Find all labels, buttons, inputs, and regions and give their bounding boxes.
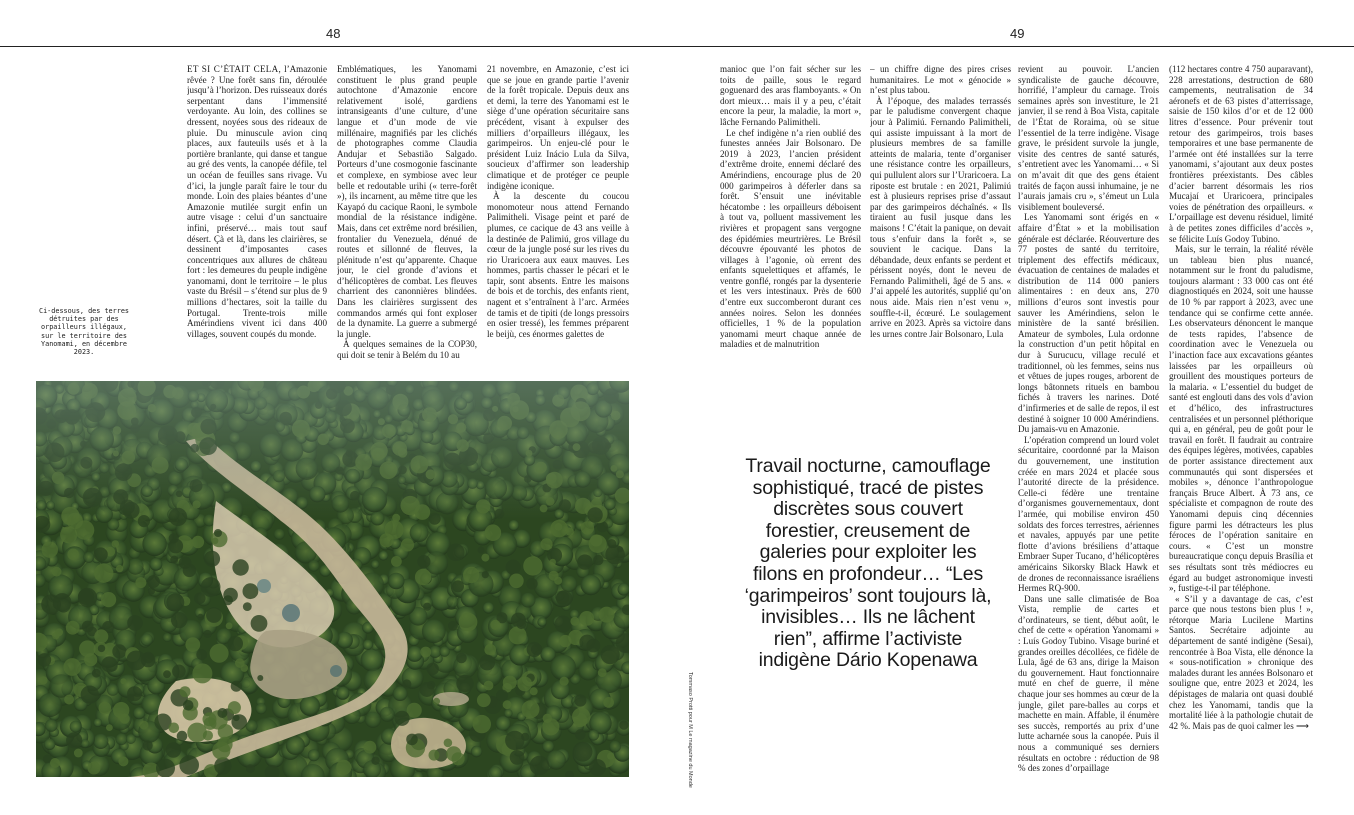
- paragraph: « S’il y a davantage de cas, c’est parce que nous testons bien plus ! », rétorque Maria Lucilene Martins Santos. Secrétaire adjointe au département de santé indigène (Sesai), rencontrée à Boa Vista, elle dénonce la « sous-notification » chronique des malades durant les années Bolsonaro et souligne que, entre 2023 et 2024, les dépistages de malaria ont quasi doublé chez les Yanomami, tandis que la mortalité liée à la pathologie chutait de 42 %. Mais pas de quoi calmer les ⟶: [1169, 593, 1313, 731]
- forest-mining-illustration: [36, 381, 629, 777]
- paragraph: Dans une salle climatisée de Boa Vista, remplie de cartes et d’ordinateurs, se tient, début août, le chef de cette « opération Yanomami » : Luís Godoy Tubino. Visage buriné et grandes oreilles décollées, ce fidèle de Lula, âgé de 63 ans, dirige la Maison du gouvernement. Haut fonctionnaire muté en chef de guerre, il mène chaque jour ses hommes au cœur de la jungle, gilet pare-balles au corps et machette en main. Affable, il énumère ses succès, remportés au prix d’une lutte acharnée sous la canopée. Puis il nous a communiqué ses derniers résultats en octobre : réduction de 98 % des zones d’orpaillage: [1018, 593, 1159, 774]
- text-column-3: [487, 64, 629, 364]
- paragraph: Les Yanomami sont érigés en « affaire d’État » et la mobilisation générale est déclarée. Réouverture des 77 postes de santé du territoire, triplement des effectifs médicaux, évacuation de centaines de malades et distribution de 114 000 paniers alimentaires : en deux ans, 270 millions d’euros sont investis pour sauver les Amérindiens, selon le ministère de la santé brésilien. Amateur de symboles, Lula ordonne la construction d’un petit hôpital en dur à Surucucu, village reculé et traditionnel, où les femmes, seins nus et vêtues de jupes rouges, arborent de longs bâtonnets rituels en bambou fichés à travers les narines. Doté d’infirmeries et de salle de repos, il est destiné à soigner 10 000 Amérindiens. Du jamais-vu en Amazonie.: [1018, 212, 1159, 435]
- paragraph: manioc que l’on fait sécher sur les toits de paille, sous le regard goguenard des aras flamboyants. « On dort mieux… mais il y a peu, c’était encore la peur, la maladie, la mort », lâche Fernando Palimitheli.: [720, 64, 861, 127]
- paragraph: À l’époque, des malades terrassés par le paludisme convergent chaque jour à Palimiú. Fernando Palimitheli, qui assiste impuissant à la mort de plusieurs membres de sa famille atteints de malaria, tente d’organiser une résistance contre les orpailleurs, qui pullulent alors sur l’Uraricoera. La riposte est brutale : en 2021, Palimiú est à plusieurs reprises prise d’assaut par des garimpeiros déchaînés. « Ils tiraient au fusil jusque dans les maisons ! C’était la panique, on devait tous s’enfuir dans la forêt », se souvient le cacique. Dans la débandade, deux enfants se perdent et périssent noyés, dont le neveu de Fernando Palimitheli, âgé de 5 ans. « J’ai appelé les autorités, supplié qu’on nous aide. Mais rien n’est venu », souffle-t-il, écœuré. Le soulagement arrive en 2023. Après sa victoire dans les urnes contre Jair Bolsonaro, Lula: [870, 95, 1011, 339]
- left-page-number: 48: [326, 26, 341, 41]
- paragraph: (112 hectares contre 4 750 auparavant), 228 arrestations, destruction de 680 campements, neutralisation de 34 aéronefs et de 63 pistes d’atterrissage, saisie de 150 kilos d’or et de 12 000 litres d’essence. Pour prévenir tout retour des garimpeiros, trois bases temporaires et une base permanente de l’armée ont été installées sur la terre yanomami, s’ajoutant aux deux postes frontières préexistants. Des câbles d’acier barrent désormais les rios Mucajaí et Uraricoera, principales voies de pénétration des orpailleurs. « L’orpaillage est devenu résiduel, limité à de petites zones difficiles d’accès », se félicite Luís Godoy Tubino.: [1169, 64, 1313, 244]
- paragraph: Mais, sur le terrain, la réalité révèle un tableau bien plus nuancé, notamment sur le front du paludisme, toujours alarmant : 33 000 cas ont été diagnostiqués en 2024, soit une hausse de 10 % par rapport à 2023, avec une tendance qui se confirme cette année. Les observateurs dénoncent le manque de tests rapides, l’absence de coordination avec le Venezuela ou l’inaction face aux excavations géantes laissées par les orpailleurs où grouillent des moustiques porteurs de la malaria. « L’essentiel du budget de santé est englouti dans des vols d’avion et d’hélico, des infrastructures centralisées et un personnel pléthorique qui a, en général, peu de goût pour le travail en forêt. Il faudrait au contraire des équipes légères, motivées, capables de porter assistance directement aux communautés qui sont dispersées et mobiles », dénonce l’anthropologue français Bruce Albert. À 73 ans, ce spécialiste et compagnon de route des Yanomami depuis cinq décennies figure parmi les détracteurs les plus féroces de l’opération sanitaire en cours. « C’est un monstre bureaucratique conçu depuis Brasília et ses résultats sont très médiocres eu égard au budget astronomique investi », fustige-t-il par téléphone.: [1169, 244, 1313, 594]
- text-column-7: [1169, 64, 1313, 786]
- paragraph: L’opération comprend un lourd volet sécuritaire, coordonné par la Maison du gouvernement, une institution créée en mars 2024 et placée sous l’autorité directe de la présidence. Celle-ci fédère une trentaine d’organismes gouvernementaux, dont l’armée, qui mobilise environ 450 soldats des forces terrestres, aériennes et navales, appuyés par une petite flotte d’avions brésiliens d’attaque Embraer Super Tucano, d’hélicoptères américains Sikorsky Black Hawk et de drones de reconnaissance israéliens Hermes RQ-900.: [1018, 434, 1159, 594]
- paragraph: À quelques semaines de la COP30, qui doit se tenir à Belém du 10 au: [337, 339, 477, 361]
- paragraph: l’Amazonie rêvée ? Une forêt sans fin, déroulée jusqu’à l’horizon. Des ruisseaux dorés serpentant dans l’immensité verdoyante. Au loin, des collines se dressent, noyées sous des rideaux de pluie. Du minuscule avion cinq places, aux fauteuils usés et à la portière branlante, qui danse et tangue au gré des vents, la canopée défile, tel un océan de feuilles sans rivage. Vu d’ici, la jungle paraît faire le tour du monde. Loin des plaies béantes d’une Amazonie mutilée surgit enfin un autre visage : celui d’un sanctuaire infini, préservé… mais tout sauf désert. Çà et là, dans les clairières, se dessinent d’imposantes cases concentriques aux allures de château fort : les demeures du peuple indigène yanomami, dont le territoire – le plus vaste du Brésil – s’étend sur plus de 9 millions d’hectares, soit la taille du Portugal. Trente-trois mille Amérindiens vivent ici dans 400 villages, souvent coupés du monde.: [187, 64, 327, 339]
- aerial-photo: [36, 381, 629, 777]
- paragraph: 21 novembre, en Amazonie, c’est ici que se joue en grande partie l’avenir de la forêt tropicale. Depuis deux ans et demi, la terre des Yanomami est le siège d’une opération sécuritaire sans précédent, visant à expulser des milliers d’orpailleurs illégaux, les garimpeiros. Un enjeu-clé pour le président Luiz Inácio Lula da Silva, soucieux d’affirmer son leadership climatique et de protéger ce peuple indigène iconique.: [487, 64, 629, 191]
- text-column-4: [720, 64, 861, 364]
- text-column-5: [870, 64, 1011, 364]
- lead-in: ET SI C’ÉTAIT CELA,: [187, 64, 282, 74]
- right-page-number: 49: [1010, 26, 1025, 41]
- pull-quote: Travail nocturne, camouflage sophistiqué, tracé de pistes discrètes sous couvert forestier, creusement de galeries pour exploiter les filons en profondeur… “Les ‘garimpeiros’ sont toujours là, invisibles… Ils ne lâchent rien”, affirme l’activiste indigène Dário Kopenawa: [744, 455, 992, 672]
- photo-caption: Ci-dessous, des terres détruites par des orpailleurs illégaux, sur le territoire des Yanomami, en décembre 2023.: [38, 307, 130, 357]
- paragraph: – un chiffre digne des pires crises humanitaires. Le mot « génocide » n’est plus tabou.: [870, 64, 1011, 96]
- photo-credit: Tommaso Protti pour M Le magazine du Monde: [687, 672, 693, 788]
- paragraph: Le chef indigène n’a rien oublié des funestes années Jair Bolsonaro. De 2019 à 2023, l’ancien président d’extrême droite, ennemi déclaré des Amérindiens, encourage plus de 20 000 garimpeiros à déferler dans sa forêt. S’ensuit une inévitable hécatombe : les orpailleurs déboisent à tout va, polluent massivement les rivières et propagent sans vergogne des épidémies meurtrières. Le Brésil découvre épouvanté les photos de villages à l’agonie, où errent des enfants squelettiques et affamés, le ventre gonflé, rongés par la dysenterie et les vers intestinaux. Près de 600 d’entre eux succomberont durant ces années noires. Selon les données officielles, 1 % de la population yanomami meurt chaque année de maladies et de malnutrition: [720, 127, 861, 350]
- text-column-6: [1018, 64, 1159, 786]
- paragraph: À la descente du coucou monomoteur nous attend Fernando Palimitheli. Visage peint et paré de plumes, ce cacique de 43 ans veille à la destinée de Palimiú, gros village du cœur de la jungle posé sur les rives du rio Uraricoera aux eaux mauves. Les hommes, partis chasser le pécari et le tapir, sont absents. Entre les maisons de bois et de torchis, des enfants rient, nagent et s’entraînent à l’arc. Armées de tamis et de tipiti (de longs pressoirs en osier tressé), les femmes préparent le beijù, ces énormes galettes de: [487, 191, 629, 339]
- text-column-2: [337, 64, 477, 364]
- header-rule: [0, 46, 1354, 47]
- text-column-1: [187, 64, 327, 364]
- paragraph: revient au pouvoir. L’ancien syndicaliste de gauche découvre, horrifié, l’ampleur du carnage. Trois semaines après son investiture, le 21 janvier, il se rend à Boa Vista, capitale de l’État de Roraima, où se situe l’essentiel de la terre indigène. Visage grave, le président survole la jungle, visite des centres de santé saturés, s’entretient avec les Yanomami… « Si on m’avait dit que des gens étaient traités de façon aussi inhumaine, je ne l’aurais jamais cru », s’émeut un Lula visiblement bouleversé.: [1018, 64, 1159, 212]
- paragraph: Emblématiques, les Yanomami constituent le plus grand peuple autochtone d’Amazonie encore relativement isolé, gardiens intransigeants d’une culture, d’une langue et d’un mode de vie millénaire, magnifiés par les clichés de photographes comme Claudia Andujar et Sebastião Salgado. Porteurs d’une cosmogonie fascinante et complexe, en symbiose avec leur belle et redoutable urihi (« terre-forêt »), ils incarnent, au même titre que les Kayapó du cacique Raoni, le symbole mondial de la résistance indigène. Mais, dans cet extrême nord brésilien, frontalier du Venezuela, dénué de routes et sillonné de fleuves, la plénitude n’est qu’apparente. Chaque jour, le ciel gronde d’avions et d’hélicoptères de combat. Les fleuves charrient des canonnières blindées. Dans les clairières surgissent des commandos armés qui font exploser de la dynamite. La guerre a submergé la jungle.: [337, 64, 477, 339]
